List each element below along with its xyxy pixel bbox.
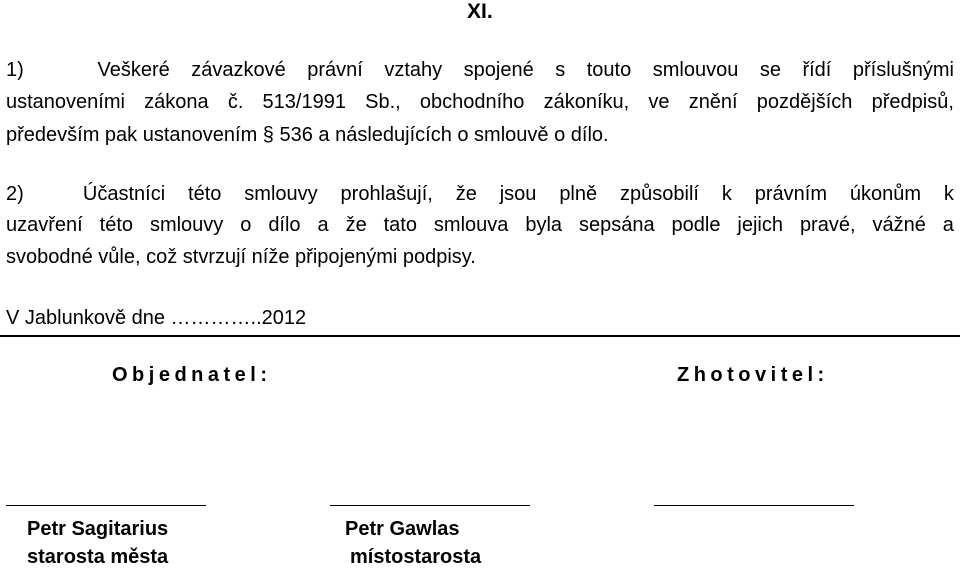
word: a — [942, 214, 954, 236]
word: že — [345, 214, 367, 236]
word: a — [317, 214, 329, 236]
word: ustanoveními — [6, 91, 125, 113]
word: Veškeré — [97, 59, 170, 81]
word: dílo — [268, 214, 301, 236]
signature-line-1 — [6, 505, 206, 506]
word: uzavření — [6, 214, 83, 236]
word: zákona — [144, 91, 209, 113]
word: příslušnými — [852, 59, 954, 81]
word: právním — [754, 183, 827, 205]
date-place-line: V Jablunkově dne …………..2012 — [6, 307, 307, 329]
word: k — [721, 183, 732, 205]
role-objednatel: Objednatel: — [112, 364, 272, 386]
word: předpisů, — [871, 91, 954, 113]
paragraph-1-line-2 — [6, 90, 954, 114]
word: znění — [688, 91, 738, 113]
paragraph-2-line-3: svobodné vůle, což stvrzují níže připojenými podpisy. — [6, 246, 476, 268]
paragraph-2-number: 2) — [6, 183, 24, 205]
word: tato — [383, 214, 417, 236]
word: ve — [648, 91, 670, 113]
word: jejich — [737, 214, 783, 236]
signer-2-name: Petr Gawlas — [345, 518, 460, 540]
word: že — [455, 183, 477, 205]
word: smlouvy — [149, 214, 224, 236]
word: o — [240, 214, 252, 236]
word: zákoníku, — [543, 91, 630, 113]
signature-line-2 — [330, 505, 530, 506]
word: spojené — [463, 59, 534, 81]
section-number: XI. — [467, 0, 493, 23]
word: touto — [586, 59, 632, 81]
word: byla — [525, 214, 563, 236]
word: smlouvy — [244, 183, 318, 205]
word: se — [759, 59, 781, 81]
word: Účastníci — [82, 183, 166, 205]
word: s — [555, 59, 566, 81]
role-zhotovitel: Zhotovitel: — [677, 364, 829, 386]
word: jsou — [499, 183, 537, 205]
paragraph-2-line-1 — [6, 182, 954, 206]
word: vztahy — [384, 59, 443, 81]
paragraph-2-line-2 — [6, 213, 954, 237]
word: této — [99, 214, 134, 236]
word: vážné — [872, 214, 926, 236]
word: pravé, — [799, 214, 856, 236]
word: plně — [559, 183, 598, 205]
signer-2-title: místostarosta — [350, 546, 482, 568]
word: smlouvou — [652, 59, 739, 81]
signature-line-3 — [654, 505, 854, 506]
word: sepsána — [578, 214, 655, 236]
word: 513/1991 — [262, 91, 346, 113]
word: obchodního — [419, 91, 525, 113]
word: smlouva — [433, 214, 509, 236]
word: Sb., — [365, 91, 401, 113]
word: č. — [227, 91, 244, 113]
word: prohlašují, — [340, 183, 433, 205]
signer-1-title: starosta města — [27, 546, 169, 568]
word: způsobilí — [620, 183, 699, 205]
word: úkonům — [849, 183, 922, 205]
paragraph-1-line-3: především pak ustanovením § 536 a následujících o smlouvě o dílo. — [6, 124, 609, 146]
word: této — [188, 183, 222, 205]
signer-1-name: Petr Sagitarius — [27, 518, 169, 540]
word: závazkové — [191, 59, 286, 81]
word: podle — [671, 214, 721, 236]
paragraph-1-number: 1) — [6, 59, 24, 81]
word: pozdějších — [756, 91, 853, 113]
word: právní — [307, 59, 363, 81]
word: řídí — [802, 59, 832, 81]
paragraph-1-line-1 — [6, 58, 954, 82]
horizontal-divider — [0, 335, 960, 337]
word: k — [943, 183, 954, 205]
